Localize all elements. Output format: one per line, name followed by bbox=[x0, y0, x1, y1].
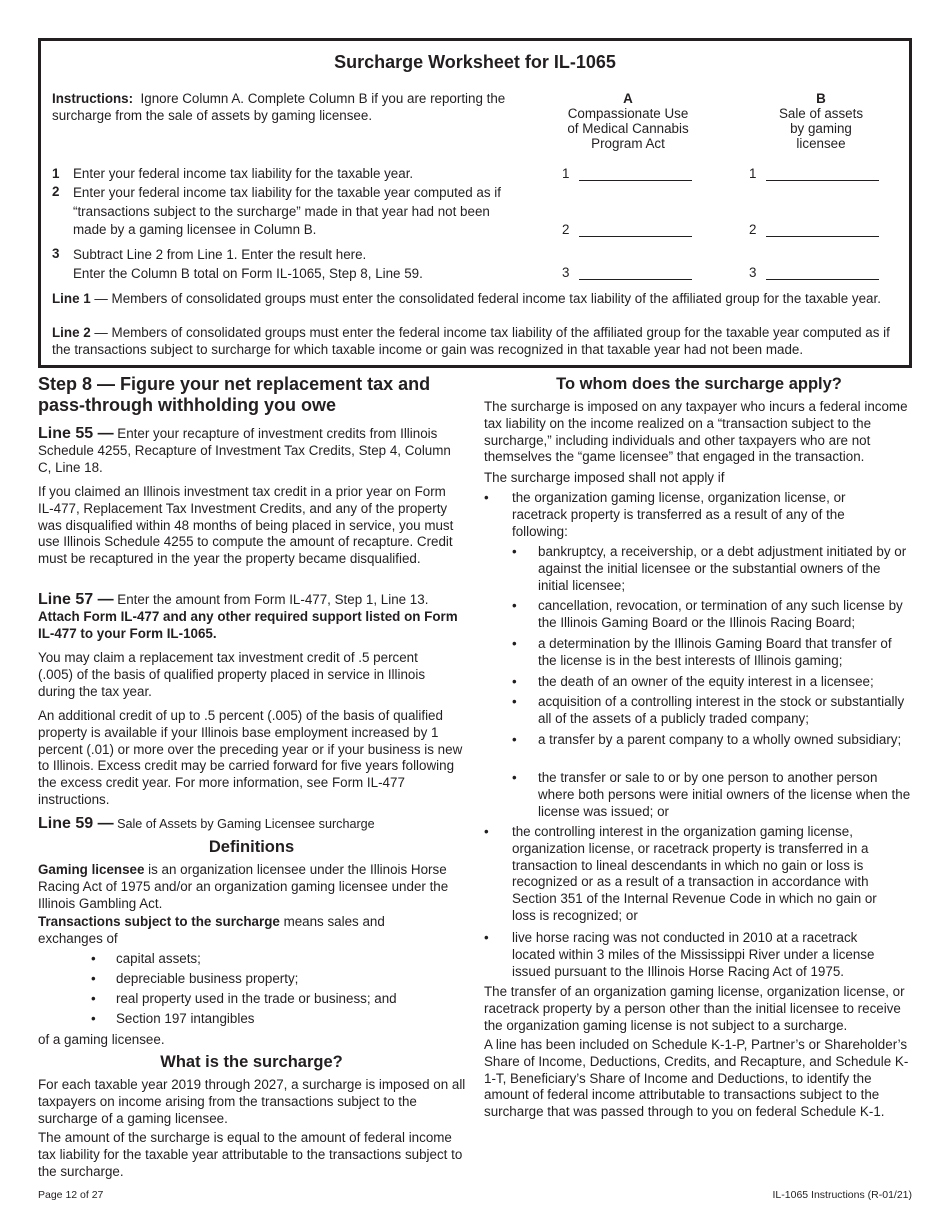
not-apply-paragraph: The surcharge imposed shall not apply if bbox=[484, 470, 725, 485]
surcharge-amount-paragraph: The amount of the surcharge is equal to the amount of federal income tax liability for the taxable year attributable to the transactions subject to the surcharge. bbox=[38, 1130, 463, 1179]
credit-paragraph: You may claim a replacement tax investment credit of .5 percent (.005) of the basis of qualified property placed in service in Illinois during the tax year. bbox=[38, 650, 426, 699]
list-item: • the transfer or sale to or by one person to another person where both persons were initial owners of the license when the license was issued; or bbox=[512, 770, 911, 819]
surcharge-period-paragraph: For each taxable year 2019 through 2027, a surcharge is imposed on all taxpayers on income arising from the transactions subject to the surcharge of a gaming licensee. bbox=[38, 1077, 466, 1126]
line-55-text: Enter your recapture of investment credits from Illinois Schedule 4255, Recapture of Investment Tax Credits, Step 4, Column C, Line 18. bbox=[38, 426, 451, 475]
list-item: • the death of an owner of the equity interest in a licensee; bbox=[512, 674, 912, 691]
line-59-paragraph bbox=[38, 816, 462, 833]
bullet-text: real property used in the trade or business; and bbox=[116, 991, 397, 1006]
bullet-text: a transfer by a parent company to a wholly owned subsidiary; bbox=[538, 732, 902, 747]
line-59-text: Sale of Assets by Gaming Licensee surcharge bbox=[113, 817, 375, 831]
worksheet-line-1 bbox=[52, 166, 522, 183]
list-item: • depreciable business property; bbox=[91, 971, 461, 988]
field-number: 1 bbox=[562, 166, 570, 181]
surcharge-worksheet bbox=[38, 38, 912, 368]
line-57-attach-note: Attach Form IL-477 and any other required support listed on Form IL-477 to your Form IL-1065. bbox=[38, 608, 458, 641]
column-a-line3: Program Act bbox=[591, 136, 665, 151]
field-number: 2 bbox=[562, 222, 570, 237]
gaming-licensee-term: Gaming licensee bbox=[38, 862, 145, 877]
worksheet-line-3 bbox=[52, 246, 522, 283]
transactions-term: Transactions subject to the surcharge bbox=[38, 914, 280, 929]
schedule-k1-paragraph: A line has been included on Schedule K-1-P, Partner’s or Shareholder’s Share of Income, Deductions, Credits, and Recapture, and Schedule K-1-T, Beneficiary’s Share of Income and Deductions, to identify the amount of federal income attributable to transactions subject to the surcharge that was passed through to you on federal Schedule K-1. bbox=[484, 1037, 909, 1120]
column-b-letter: B bbox=[816, 91, 826, 106]
line-57-paragraph bbox=[38, 592, 462, 642]
column-a-line1: Compassionate Use bbox=[567, 106, 689, 121]
list-item: • cancellation, revocation, or termination of any such license by the Illinois Gaming Board or the Illinois Racing Board; bbox=[512, 598, 912, 632]
field-number: 1 bbox=[749, 166, 757, 181]
bullet-text: bankruptcy, a receivership, or a debt adjustment initiated by or against the initial licensee or the substantial owners of the initial licensee; bbox=[538, 544, 907, 593]
note-text: — Members of consolidated groups must enter the federal income tax liability of the affiliated group for the taxable year computed as if the transactions subject to surcharge for which taxable income or gain was recognized in that taxable year had not been made. bbox=[52, 325, 890, 357]
line-text: Enter your federal income tax liability for the taxable year. bbox=[73, 166, 414, 181]
line-number: 1 bbox=[52, 166, 60, 181]
definitions-heading: Definitions bbox=[208, 838, 295, 856]
column-a-letter: A bbox=[623, 91, 633, 106]
line-59-label: Line 59 — bbox=[38, 815, 114, 832]
list-item: • the controlling interest in the organization gaming license, organization license, or racetrack property is transferred in a transaction to lineal descendants in which no gain or loss is recognized or as a result of a transaction in accordance with Section 351 of the Internal Revenue Code in which no gain or loss is recognized; or bbox=[484, 824, 904, 925]
instructions-label: Instructions: bbox=[52, 91, 134, 106]
bullet-text: depreciable business property; bbox=[116, 971, 299, 986]
instructions-text: Ignore Column A. Complete Column B if you are reporting the surcharge from the sale of assets by gaming licensee. bbox=[52, 91, 506, 123]
column-b-line3: licensee bbox=[796, 136, 846, 151]
gaming-licensee-definition bbox=[38, 862, 458, 912]
bullet-text: live horse racing was not conducted in 2010 at a racetrack located within 3 miles of the Mississippi River under a license issued pursuant to the Illinois Horse Racing Act of 1975. bbox=[512, 930, 875, 979]
line-text: Subtract Line 2 from Line 1. Enter the result here. bbox=[73, 247, 367, 262]
to-whom-heading: To whom does the surcharge apply? bbox=[556, 375, 842, 393]
column-a-line2: of Medical Cannabis bbox=[567, 121, 689, 136]
note-label: Line 2 bbox=[52, 325, 91, 340]
list-item: • bankruptcy, a receivership, or a debt adjustment initiated by or against the initial licensee or the substantial owners of the initial licensee; bbox=[512, 544, 912, 594]
bullet-text: the death of an owner of the equity interest in a licensee; bbox=[538, 674, 874, 689]
worksheet-instructions bbox=[52, 91, 522, 125]
transactions-definition bbox=[38, 914, 438, 948]
column-b-header bbox=[746, 91, 896, 151]
form-revision: IL-1065 Instructions (R-01/21) bbox=[772, 1189, 912, 1201]
column-a-header bbox=[553, 91, 703, 151]
line-number: 3 bbox=[52, 246, 60, 261]
worksheet-title: Surcharge Worksheet for IL-1065 bbox=[334, 52, 616, 72]
line-text: Enter your federal income tax liability for the taxable year computed as if “transactions subject to the surcharge” made in that year had not been made by a gaming licensee in Column B. bbox=[73, 185, 501, 237]
of-gaming-licensee-text: of a gaming licensee. bbox=[38, 1032, 165, 1047]
field-number: 2 bbox=[749, 222, 757, 237]
column-b-line1: Sale of assets bbox=[778, 106, 864, 121]
line-number: 2 bbox=[52, 184, 60, 199]
imposed-paragraph: The surcharge is imposed on any taxpayer who incurs a federal income tax liability on the income realized on a “transaction subject to the surcharge,” including individuals and other taxpayers who are not themselves the “game licensee” that engaged in the transaction. bbox=[484, 399, 908, 465]
line-55-label: Line 55 — bbox=[38, 425, 114, 442]
list-item: • the organization gaming license, organization license, or racetrack property is transferred as a result of any of the following: bbox=[484, 490, 884, 540]
what-is-surcharge-heading: What is the surcharge? bbox=[160, 1053, 343, 1071]
list-item: • acquisition of a controlling interest in the stock or substantially all of the assets of a publicly traded company; bbox=[512, 694, 912, 728]
gaming-licensee-text: is an organization licensee under the Illinois Horse Racing Act of 1975 and/or an organization gaming licensee under the Illinois Gambling Act. bbox=[38, 862, 449, 911]
additional-credit-paragraph: An additional credit of up to .5 percent (.005) of the basis of qualified property is available if your Illinois base employment increased by 1 percent (.01) or more over the preceding year or if your business is new to Illinois. Excess credit may be carried forward for five years following the excess credit year. For more information, see Form IL-477 instructions. bbox=[38, 708, 463, 807]
list-item: • Section 197 intangibles bbox=[91, 1011, 461, 1028]
page-number: Page 12 of 27 bbox=[38, 1189, 104, 1201]
line-57-text: Enter the amount from Form IL-477, Step 1, Line 13. bbox=[113, 592, 429, 607]
bullet-text: cancellation, revocation, or termination of any such license by the Illinois Gaming Board or the Illinois Racing Board; bbox=[538, 598, 903, 630]
bullet-text: the organization gaming license, organization license, or racetrack property is transferred as a result of any of the following: bbox=[512, 490, 846, 539]
list-item: • real property used in the trade or business; and bbox=[91, 991, 461, 1008]
note-text: — Members of consolidated groups must enter the consolidated federal income tax liability of the affiliated group for the taxable year. bbox=[90, 291, 881, 306]
recapture-paragraph: If you claimed an Illinois investment tax credit in a prior year on Form IL-477, Replacement Tax Investment Credits, and any of the property was disqualified within 48 months of being placed in service, you must use Illinois Schedule 4255 to compute the amount of recapture. Credit must be recaptured in the year the property became disqualified. bbox=[38, 484, 454, 567]
transfer-paragraph: The transfer of an organization gaming license, organization license, or racetrack property by a person other than the initial licensee to receive the organization gaming license is not subject to a surcharge. bbox=[484, 984, 905, 1033]
list-item: • a determination by the Illinois Gaming Board that transfer of the license is in the best interests of Illinois gaming; bbox=[512, 636, 912, 670]
bullet-text: the controlling interest in the organization gaming license, organization license, or racetrack property is transferred in a transaction to lineal descendants in which no gain or loss is recognized or as a result of a transaction in accordance with Section 351 of the Internal Revenue Code in which no gain or loss is recognized; or bbox=[512, 824, 877, 923]
line-1-note bbox=[52, 291, 907, 308]
bullet-text: Section 197 intangibles bbox=[116, 1011, 255, 1026]
bullet-text: the transfer or sale to or by one person to another person where both persons were initial owners of the license when the license was issued; or bbox=[538, 770, 911, 819]
worksheet-line-2 bbox=[52, 184, 522, 240]
bullet-text: capital assets; bbox=[116, 951, 201, 966]
line-text: Enter the Column B total on Form IL-1065, Step 8, Line 59. bbox=[73, 265, 423, 281]
bullet-text: acquisition of a controlling interest in the stock or substantially all of the assets of a publicly traded company; bbox=[538, 694, 905, 726]
list-item: • live horse racing was not conducted in 2010 at a racetrack located within 3 miles of the Mississippi River under a license issued pursuant to the Illinois Horse Racing Act of 1975. bbox=[484, 930, 904, 980]
step-8-heading: Step 8 — Figure your net replacement tax and pass-through withholding you owe bbox=[38, 374, 431, 415]
line-57-label: Line 57 — bbox=[38, 591, 114, 608]
bullet-text: a determination by the Illinois Gaming Board that transfer of the license is in the best interests of Illinois gaming; bbox=[538, 636, 892, 668]
column-b-line2: by gaming bbox=[790, 121, 852, 136]
field-number: 3 bbox=[562, 265, 570, 280]
line-2-note bbox=[52, 325, 907, 359]
transactions-text: means sales and exchanges of bbox=[38, 914, 385, 946]
line-55-paragraph bbox=[38, 426, 458, 476]
field-number: 3 bbox=[749, 265, 757, 280]
note-label: Line 1 bbox=[52, 291, 91, 306]
list-item: • capital assets; bbox=[91, 951, 461, 968]
list-item: • a transfer by a parent company to a wholly owned subsidiary; bbox=[512, 732, 912, 749]
